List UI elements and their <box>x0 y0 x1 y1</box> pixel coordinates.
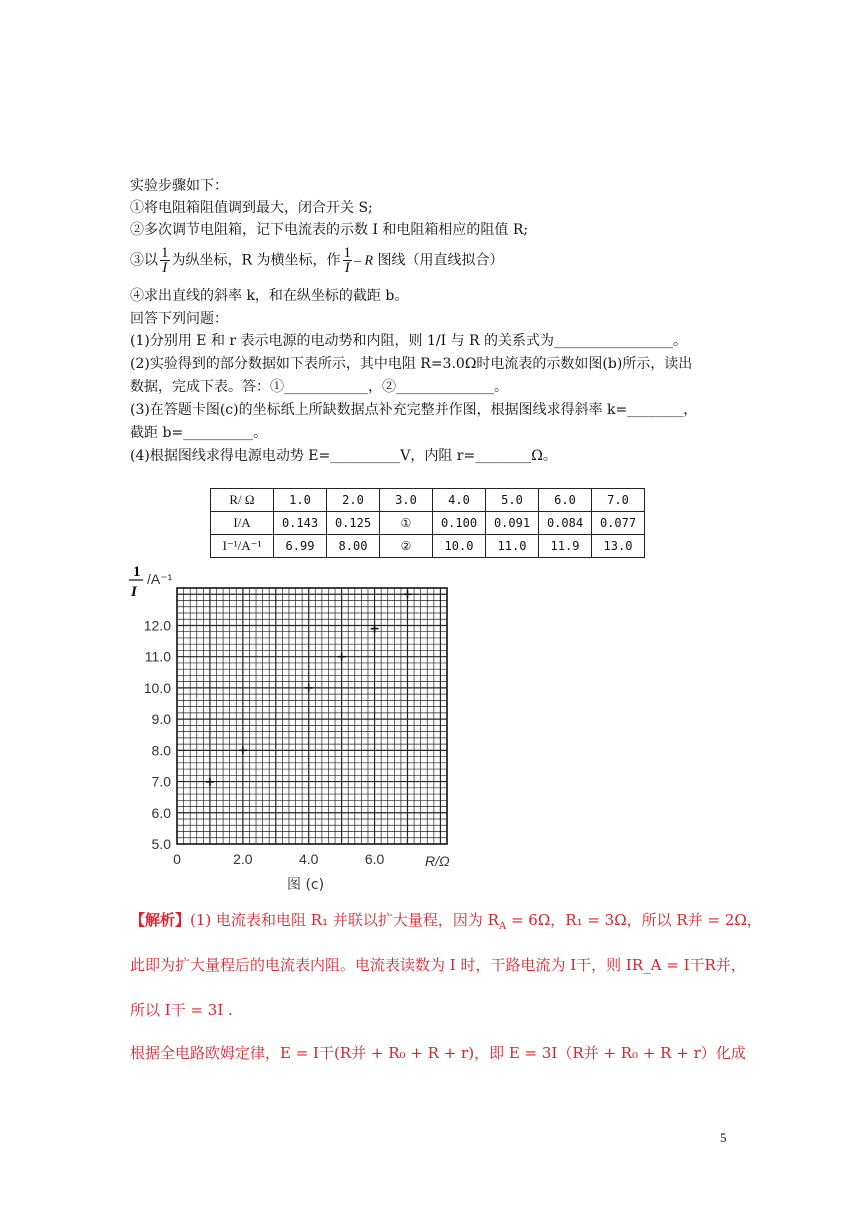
table-cell: 6.99 <box>274 535 327 558</box>
x-tick-label: 2.0 <box>233 851 253 867</box>
table-row-inv-i <box>211 535 645 558</box>
step-3-part-d: 图线（用直线拟合） <box>377 252 504 269</box>
y-tick-label: 12.0 <box>143 617 171 634</box>
figure-caption: 图 (c) <box>287 877 325 893</box>
table-cell: 5.0 <box>486 489 539 512</box>
analysis-line-1-c: = 6Ω，R₁ = 3Ω，所以 R并 = 2Ω， <box>506 911 762 929</box>
question-3-line-1: (3)在答题卡图(c)的坐标纸上所缺数据点补充完整并作图，根据图线求得斜率 k=________， <box>130 402 698 418</box>
step-3 <box>130 246 504 275</box>
table-cell: 6.0 <box>539 489 592 512</box>
y-tick-label: 10.0 <box>143 679 171 696</box>
y-label-numerator: 1 <box>133 564 141 580</box>
step-3-part-a: ③以 <box>130 252 158 269</box>
table-cell: 8.00 <box>327 535 380 558</box>
questions-heading: 回答下列问题： <box>130 311 228 327</box>
analysis-line-3: 所以 I干 = 3I . <box>130 1001 233 1019</box>
table-cell: 0.143 <box>274 512 327 535</box>
table-cell: 0.100 <box>433 512 486 535</box>
table-cell: 13.0 <box>592 535 645 558</box>
chart-plot-frame <box>177 588 447 844</box>
steps-heading: 实验步骤如下： <box>130 178 228 194</box>
table-cell: 2.0 <box>327 489 380 512</box>
fraction-denominator: I <box>162 260 168 276</box>
table-header-i: I/A <box>211 512 274 535</box>
question-1: (1)分别用 E 和 r 表示电源的电动势和内阻，则 1/I 与 R 的关系式为_________________。 <box>130 333 688 349</box>
page-number: 5 <box>720 1130 727 1145</box>
table-cell: 1.0 <box>274 489 327 512</box>
analysis-line-4: 根据全电路欧姆定律，E = I干(R并 + R₀ + R + r)，即 E = 3I（R并 + R₀ + R + r）化成 <box>130 1044 746 1062</box>
table-header-inv-i: I⁻¹/A⁻¹ <box>211 535 274 558</box>
graph-paper-chart <box>125 560 485 900</box>
table-cell: ① <box>380 512 433 535</box>
y-tick-label: 7.0 <box>151 773 171 790</box>
x-tick-label: 0 <box>173 851 181 867</box>
y-tick-label: 11.0 <box>144 648 171 665</box>
analysis-line-2: 此即为扩大量程后的电流表内阻。电流表读数为 I 时，干路电流为 I干，则 IR_A = I干R并， <box>130 956 746 974</box>
question-3-line-2: 截距 b=__________。 <box>130 425 268 441</box>
y-tick-label: 9.0 <box>151 711 171 728</box>
table-cell: 10.0 <box>433 535 486 558</box>
step-2: ②多次调节电阻箱，记下电流表的示数 I 和电阻箱相应的阻值 R; <box>130 222 529 238</box>
question-4: (4)根据图线求得电源电动势 E=__________V，内阻 r=________Ω。 <box>130 448 557 464</box>
analysis-line-1-a: (1) 电流表和电阻 R₁ 并联以扩大量程，因为 R <box>190 911 499 929</box>
y-label-denominator: I <box>131 584 137 600</box>
x-tick-label: 6.0 <box>364 851 385 867</box>
step-3-part-c: – R <box>354 253 374 269</box>
inverse-i-fraction <box>160 246 170 275</box>
y-tick-label: 8.0 <box>151 742 171 759</box>
table-row-r <box>211 489 645 512</box>
fraction-numerator: 1 <box>343 245 351 261</box>
table-cell: 0.077 <box>592 512 645 535</box>
data-table <box>210 488 645 558</box>
analysis-line-1-sub: A <box>498 921 507 932</box>
table-cell: 11.9 <box>539 535 592 558</box>
question-2-line-2: 数据，完成下表。答：①____________，②______________。 <box>130 379 508 395</box>
step-3-part-b: 为纵坐标，R 为横坐标，作 <box>171 252 341 269</box>
table-cell: 7.0 <box>592 489 645 512</box>
x-tick-label: 4.0 <box>298 851 319 867</box>
table-cell: ② <box>380 535 433 558</box>
chart-grid <box>177 588 447 844</box>
step-1: ①将电阻箱阻值调到最大，闭合开关 S; <box>130 200 373 216</box>
analysis-tag: 【解析】 <box>130 911 191 929</box>
table-cell: 11.0 <box>486 535 539 558</box>
fraction-denominator: I <box>344 260 350 276</box>
fraction-numerator: 1 <box>161 245 169 261</box>
table-cell: 0.125 <box>327 512 380 535</box>
y-tick-label: 5.0 <box>151 836 171 852</box>
table-cell: 3.0 <box>380 489 433 512</box>
table-cell: 0.084 <box>539 512 592 535</box>
table-cell: 0.091 <box>486 512 539 535</box>
y-tick-label: 6.0 <box>151 804 171 821</box>
table-cell: 4.0 <box>433 489 486 512</box>
inverse-i-fraction-2 <box>343 246 353 275</box>
analysis-line-1 <box>130 910 762 937</box>
y-label-unit: /A⁻¹ <box>147 571 173 587</box>
table-header-r: R/ Ω <box>211 489 274 512</box>
step-4: ④求出直线的斜率 k，和在纵坐标的截距 b。 <box>130 288 409 304</box>
x-axis-label: R/Ω <box>425 853 450 869</box>
question-2-line-1: (2)实验得到的部分数据如下表所示，其中电阻 R=3.0Ω时电流表的示数如图(b)所示，读出 <box>130 356 693 372</box>
table-row-i <box>211 512 645 535</box>
